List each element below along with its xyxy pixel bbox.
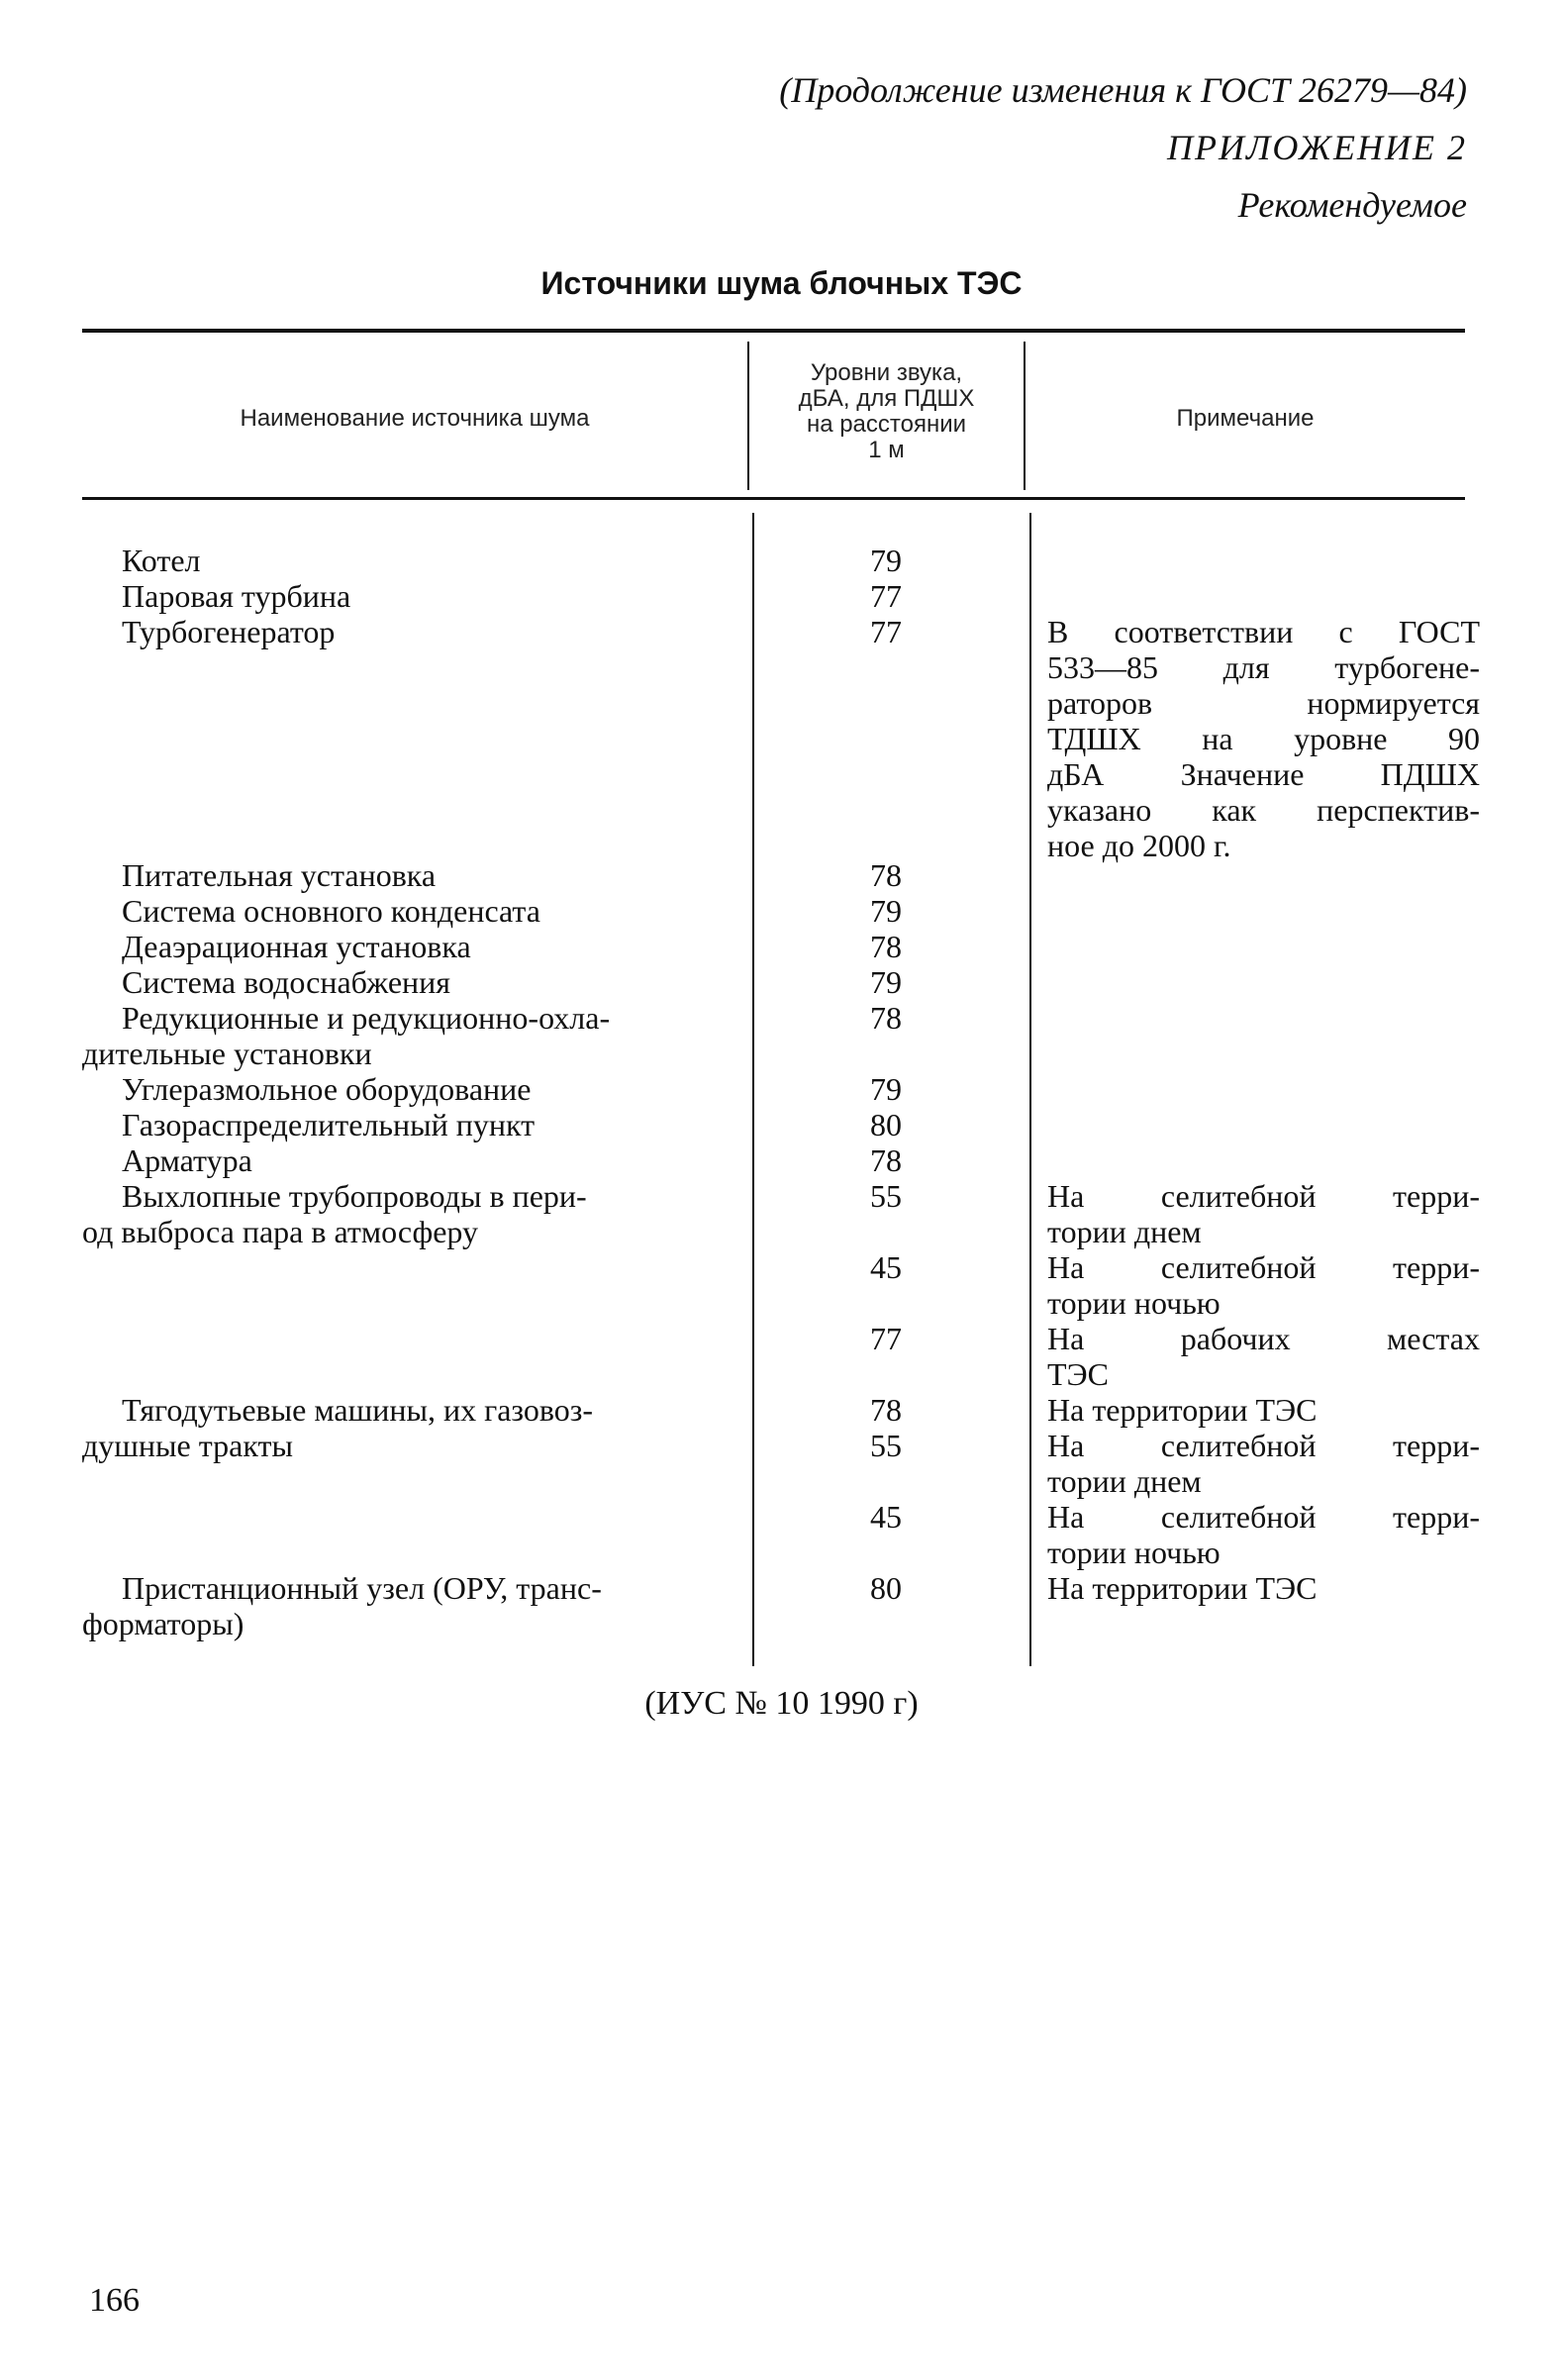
row-name: душные тракты (82, 1428, 293, 1463)
row-name: Арматура (122, 1142, 252, 1178)
table-row (82, 1570, 735, 1641)
table-top-rule (82, 329, 1465, 333)
table-row (82, 1142, 735, 1178)
table-row (82, 964, 735, 1000)
note-line: На селитебной терри- (1047, 1249, 1480, 1285)
continuation-note: (Продолжение изменения к ГОСТ 26279—84) (779, 70, 1467, 110)
row-value: 78 (870, 1142, 902, 1178)
row-note (1047, 1249, 1480, 1321)
note-line: 533—85 для турбогене- (1047, 649, 1480, 685)
body-divider-2 (1029, 513, 1031, 1666)
note-line: На селитебной терри- (1047, 1499, 1480, 1535)
note-line: раторов нормируется (1047, 685, 1480, 721)
row-name: дительные установки (82, 1036, 372, 1071)
table-title: Источники шума блочных ТЭС (540, 265, 1023, 301)
row-value: 78 (870, 929, 902, 964)
note-line: тории днем (1047, 1214, 1202, 1249)
table-header-rule (82, 497, 1465, 500)
row-name: Деаэрационная установка (122, 929, 471, 964)
appendix-label: ПРИЛОЖЕНИЕ 2 (1167, 128, 1467, 167)
row-value: 78 (870, 1392, 902, 1428)
appendix-status: Рекомендуемое (1237, 185, 1467, 225)
table-row (82, 1071, 735, 1107)
row-value: 78 (870, 1000, 902, 1036)
note-line: ТЭС (1047, 1356, 1110, 1392)
note-line: На селитебной терри- (1047, 1428, 1480, 1463)
row-value: 55 (870, 1178, 902, 1214)
row-name: Питательная установка (122, 857, 437, 893)
row-name: Газораспределительный пункт (122, 1107, 536, 1142)
note-line: В соответствии с ГОСТ (1047, 614, 1480, 649)
row-name: Пристанционный узел (ОРУ, транс- (122, 1570, 602, 1606)
row-name: од выброса пара в атмосферу (82, 1214, 478, 1249)
source-reference: (ИУС № 10 1990 г) (644, 1685, 919, 1722)
row-value: 79 (870, 543, 902, 578)
column-header-level-line: 1 м (868, 437, 905, 463)
note-line: указано как перспектив- (1047, 792, 1480, 828)
row-name: Система водоснабжения (122, 964, 451, 1000)
column-header-level-line: дБА, для ПДШХ (798, 385, 975, 412)
table-row (82, 929, 735, 964)
row-value: 80 (870, 1570, 902, 1606)
row-value: 78 (870, 857, 902, 893)
column-header-level (749, 360, 1024, 463)
row-value: 77 (870, 614, 902, 649)
table-row (82, 1107, 735, 1142)
row-value: 77 (870, 1321, 902, 1356)
table-row (82, 1392, 735, 1463)
table-row (82, 614, 735, 649)
row-name: Тягодутьевые машины, их газовоз- (122, 1392, 594, 1428)
note-line: На селитебной терри- (1047, 1178, 1480, 1214)
table-row (82, 893, 735, 929)
row-note (1047, 1178, 1480, 1249)
note-line: ТДШХ на уровне 90 (1047, 721, 1480, 756)
row-name: Турбогенератор (122, 614, 336, 649)
row-name: Выхлопные трубопроводы в пери- (122, 1178, 587, 1214)
row-value: 45 (870, 1499, 902, 1535)
row-name: Углеразмольное оборудование (122, 1071, 532, 1107)
table-row (82, 1178, 735, 1249)
note-line: На территории ТЭС (1047, 1392, 1318, 1428)
note-line: тории днем (1047, 1463, 1202, 1499)
row-name: Система основного конденсата (122, 893, 540, 929)
row-name: Паровая турбина (122, 578, 351, 614)
row-note (1047, 614, 1480, 863)
column-header-name: Наименование источника шума (240, 405, 590, 432)
row-value: 45 (870, 1249, 902, 1285)
note-line: На рабочих местах (1047, 1321, 1480, 1356)
note-line: тории ночью (1047, 1535, 1221, 1570)
note-line: На территории ТЭС (1047, 1570, 1318, 1606)
row-note (1047, 1570, 1480, 1606)
table-row (82, 543, 735, 578)
row-value: 80 (870, 1107, 902, 1142)
row-note (1047, 1392, 1480, 1428)
row-value: 79 (870, 893, 902, 929)
column-header-level-line: Уровни звука, (810, 359, 963, 386)
table-row (82, 578, 735, 614)
row-value: 77 (870, 578, 902, 614)
note-line: дБА Значение ПДШХ (1047, 756, 1480, 792)
row-note (1047, 1428, 1480, 1499)
row-value: 79 (870, 1071, 902, 1107)
row-note (1047, 1321, 1480, 1392)
row-name: форматоры) (82, 1606, 244, 1641)
note-line: ное до 2000 г. (1047, 828, 1231, 863)
page-number: 166 (89, 2282, 140, 2319)
table-row (82, 1000, 735, 1071)
row-note (1047, 1499, 1480, 1570)
column-header-level-line: на расстоянии (806, 411, 967, 438)
note-line: тории ночью (1047, 1285, 1221, 1321)
row-value: 79 (870, 964, 902, 1000)
row-name: Редукционные и редукционно-охла- (122, 1000, 611, 1036)
column-header-note: Примечание (1176, 405, 1315, 432)
table-row (82, 857, 735, 893)
row-value: 55 (870, 1428, 902, 1463)
row-name: Котел (122, 543, 201, 578)
